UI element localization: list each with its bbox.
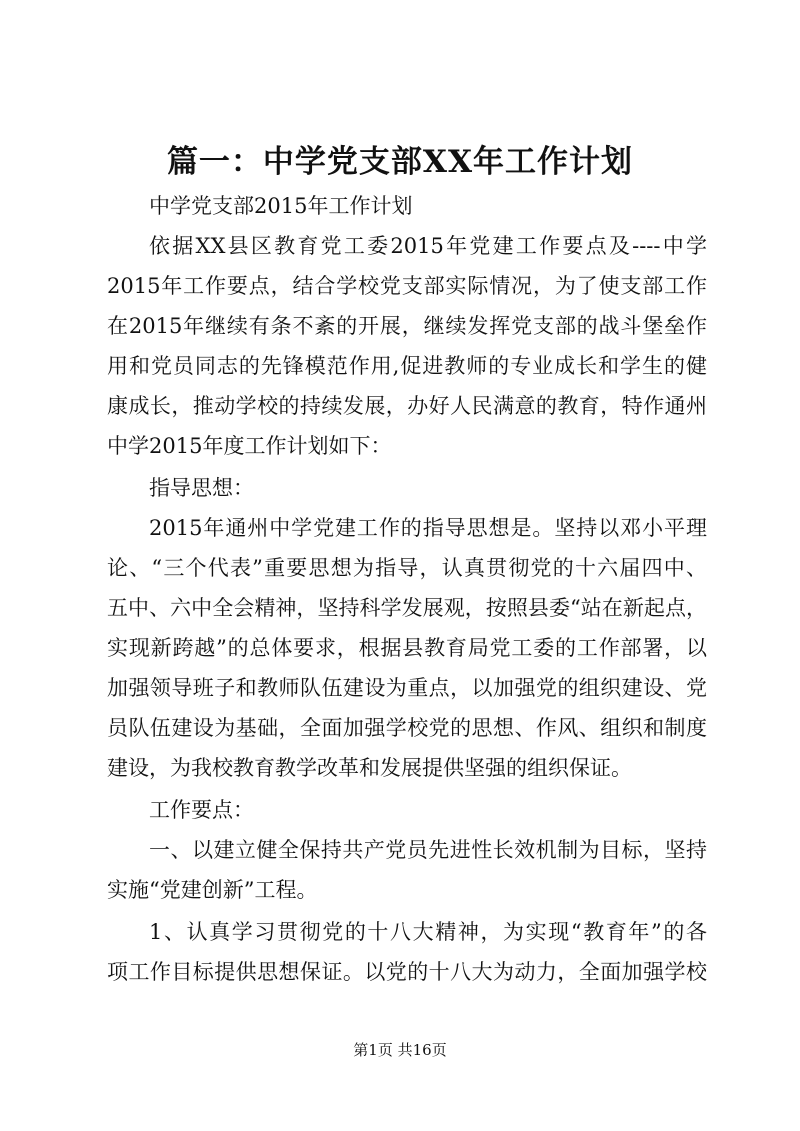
body-line: 项工作目标提供思想保证。以党的十八大为动力，全面加强学校 — [107, 960, 707, 984]
body-line: 在2015年继续有条不紊的开展，继续发挥党支部的战斗堡垒作 — [107, 314, 707, 338]
body-line: 加强领导班子和教师队伍建设为重点，以加强党的组织建设、党 — [107, 676, 707, 700]
body-line: 中学党支部2015年工作计划 — [149, 194, 413, 218]
body-line: 中学2015年度工作计划如下： — [107, 434, 392, 458]
page-title: 篇一：中学党支部XX年工作计划 — [166, 144, 634, 180]
body-line: 依据XX县区教育党工委2015年党建工作要点及----中学 — [149, 234, 707, 258]
body-line: 一、以建立健全保持共产党员先进性长效机制为目标，坚持 — [149, 838, 707, 862]
body-line: 工作要点： — [149, 798, 254, 822]
page-footer: 第1页 共16页 — [353, 1041, 447, 1059]
body-line: 用和党员同志的先锋模范作用,促进教师的专业成长和学生的健 — [107, 354, 707, 378]
body-line: 实施“党建创新”工程。 — [107, 878, 318, 902]
body-line: 2015年通州中学党建工作的指导思想是。坚持以邓小平理 — [149, 516, 707, 540]
body-line: 论、“三个代表”重要思想为指导，认真贯彻党的十六届四中、 — [107, 556, 707, 580]
body-line: 2015年工作要点，结合学校党支部实际情况，为了使支部工作 — [107, 274, 707, 298]
body-line: 康成长，推动学校的持续发展，办好人民满意的教育，特作通州 — [107, 394, 707, 418]
body-line: 实现新跨越”的总体要求，根据县教育局党工委的工作部署，以 — [107, 636, 707, 660]
body-line: 建设，为我校教育教学改革和发展提供坚强的组织保证。 — [107, 756, 632, 780]
body-line: 1、认真学习贯彻党的十八大精神，为实现“教育年”的各 — [149, 920, 707, 944]
body-line: 五中、六中全会精神，坚持科学发展观，按照县委“站在新起点， — [107, 596, 707, 620]
body-line: 员队伍建设为基础，全面加强学校党的思想、作风、组织和制度 — [107, 716, 707, 740]
body-line: 指导思想： — [149, 476, 254, 500]
